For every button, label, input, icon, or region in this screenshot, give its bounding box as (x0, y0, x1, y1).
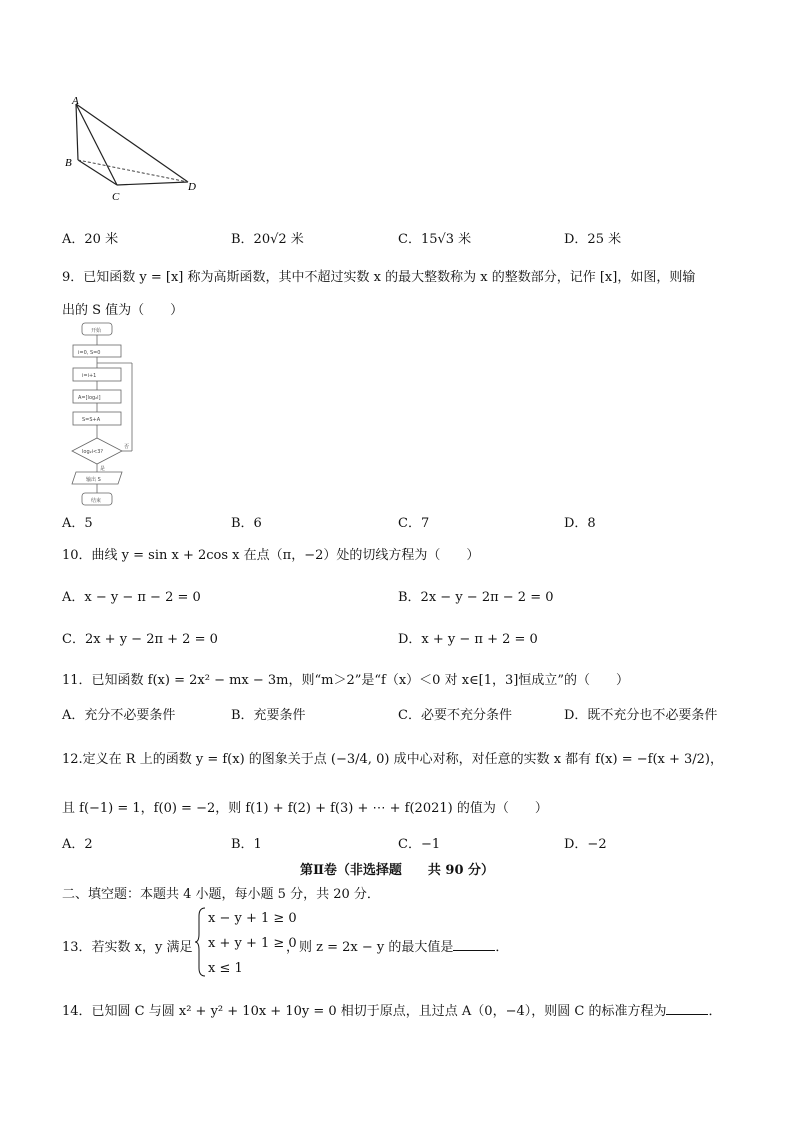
q10-stem: 10．曲线 y = sin x + 2cos x 在点（π，−2）处的切线方程为（ ） (62, 548, 480, 563)
fc-end: 结束 (91, 498, 102, 504)
q9-option-a[interactable]: A．5 (62, 516, 93, 531)
label-d: D (188, 181, 196, 193)
q12-option-c[interactable]: C．−1 (398, 837, 441, 852)
q12-stem-line2: 且 f(−1) = 1，f(0) = −2，则 f(1) + f(2) + f(3) + ⋯ + f(2021) 的值为（ ） (62, 801, 548, 816)
q10-option-a[interactable]: A．x − y − π − 2 = 0 (62, 590, 201, 605)
q13-stem-b-text: ，则 z = 2x − y 的最大值是 (286, 940, 454, 955)
flowchart (62, 320, 142, 510)
section-title: 第Ⅱ卷（非选择题 共 90 分） (299, 863, 495, 878)
q14-answer-blank[interactable] (666, 1002, 708, 1015)
q11-option-a[interactable]: A．充分不必要条件 (62, 708, 176, 723)
q12-stem-line1 (62, 748, 723, 767)
q10-option-d[interactable]: D．x + y − π + 2 = 0 (398, 632, 538, 647)
geometry-figure (60, 92, 210, 202)
q8-option-c[interactable]: C．15√3 米 (398, 232, 472, 247)
fc-init: i=0, S=0 (78, 350, 101, 356)
fc-cond: log₂i<3? (82, 449, 104, 455)
q11-option-d[interactable]: D．既不充分也不必要条件 (564, 708, 718, 723)
q12-part2: 成中心对称，对任意的实数 x 都有 f(x) = −f(x + 3/2)， (393, 752, 723, 767)
q11-stem: 11．已知函数 f(x) = 2x² − mx − 3m，则“m＞2”是“f（x）＜0 对 x∈[1，3]恒成立”的（ ） (62, 673, 630, 688)
q12-option-a[interactable]: A．2 (62, 837, 93, 852)
q12-option-d[interactable]: D．−2 (564, 837, 607, 852)
label-a: A (72, 95, 79, 107)
q13-stem-a: 13．若实数 x，y 满足 (62, 940, 193, 955)
fc-yes: 是 (100, 466, 106, 472)
fc-step1: i=i+1 (82, 373, 97, 379)
q13-cond-3: x ≤ 1 (208, 961, 243, 976)
q8-option-d[interactable]: D．25 米 (564, 232, 622, 247)
q10-option-b[interactable]: B．2x − y − 2π − 2 = 0 (398, 590, 554, 605)
q12-option-b[interactable]: B．1 (231, 837, 262, 852)
q13-answer-blank[interactable] (453, 938, 495, 951)
q14-end: ． (708, 1004, 722, 1019)
q11-option-b[interactable]: B．充要条件 (231, 708, 306, 723)
q9-option-c[interactable]: C．7 (398, 516, 430, 531)
q13-cond-1: x − y + 1 ≥ 0 (208, 911, 297, 926)
q8-option-a[interactable]: A．20 米 (62, 232, 119, 247)
q12-part1: 12.定义在 R 上的函数 y = f(x) 的图象关于点 (62, 752, 327, 767)
label-c: C (112, 191, 120, 202)
q11-option-c[interactable]: C．必要不充分条件 (398, 708, 512, 723)
label-b: B (65, 157, 72, 169)
q9-option-b[interactable]: B．6 (231, 516, 262, 531)
q9-option-d[interactable]: D．8 (564, 516, 596, 531)
q12-point: (−3/4, 0) (330, 752, 390, 767)
q14-stem (62, 1000, 721, 1019)
q10-option-c[interactable]: C．2x + y − 2π + 2 = 0 (62, 632, 218, 647)
q13-stem-b (286, 936, 508, 955)
q14-stem-text: 14．已知圆 C 与圆 x² + y² + 10x + 10y = 0 相切于原点，且过点 A（0，−4），则圆 C 的标准方程为 (62, 1004, 667, 1019)
fc-step2: A=[log₂i] (78, 395, 101, 401)
fc-step3: S=S+A (82, 417, 101, 423)
q13-cond-2: x + y + 1 ≥ 0 (208, 936, 297, 951)
q13-end: ． (495, 940, 509, 955)
q9-stem-line1: 9．已知函数 y = [x] 称为高斯函数，其中不超过实数 x 的最大整数称为 x 的整数部分，记作 [x]，如图，则输 (62, 270, 696, 285)
section-intro: 二、填空题：本题共 4 小题，每小题 5 分，共 20 分． (62, 887, 380, 902)
fc-output: 输出 S (86, 477, 101, 483)
fc-no: 否 (124, 444, 130, 450)
fc-start: 开始 (91, 328, 102, 334)
q8-option-b[interactable]: B．20√2 米 (231, 232, 304, 247)
q13-brace (195, 906, 207, 978)
q9-stem-line2: 出的 S 值为（ ） (62, 303, 184, 318)
